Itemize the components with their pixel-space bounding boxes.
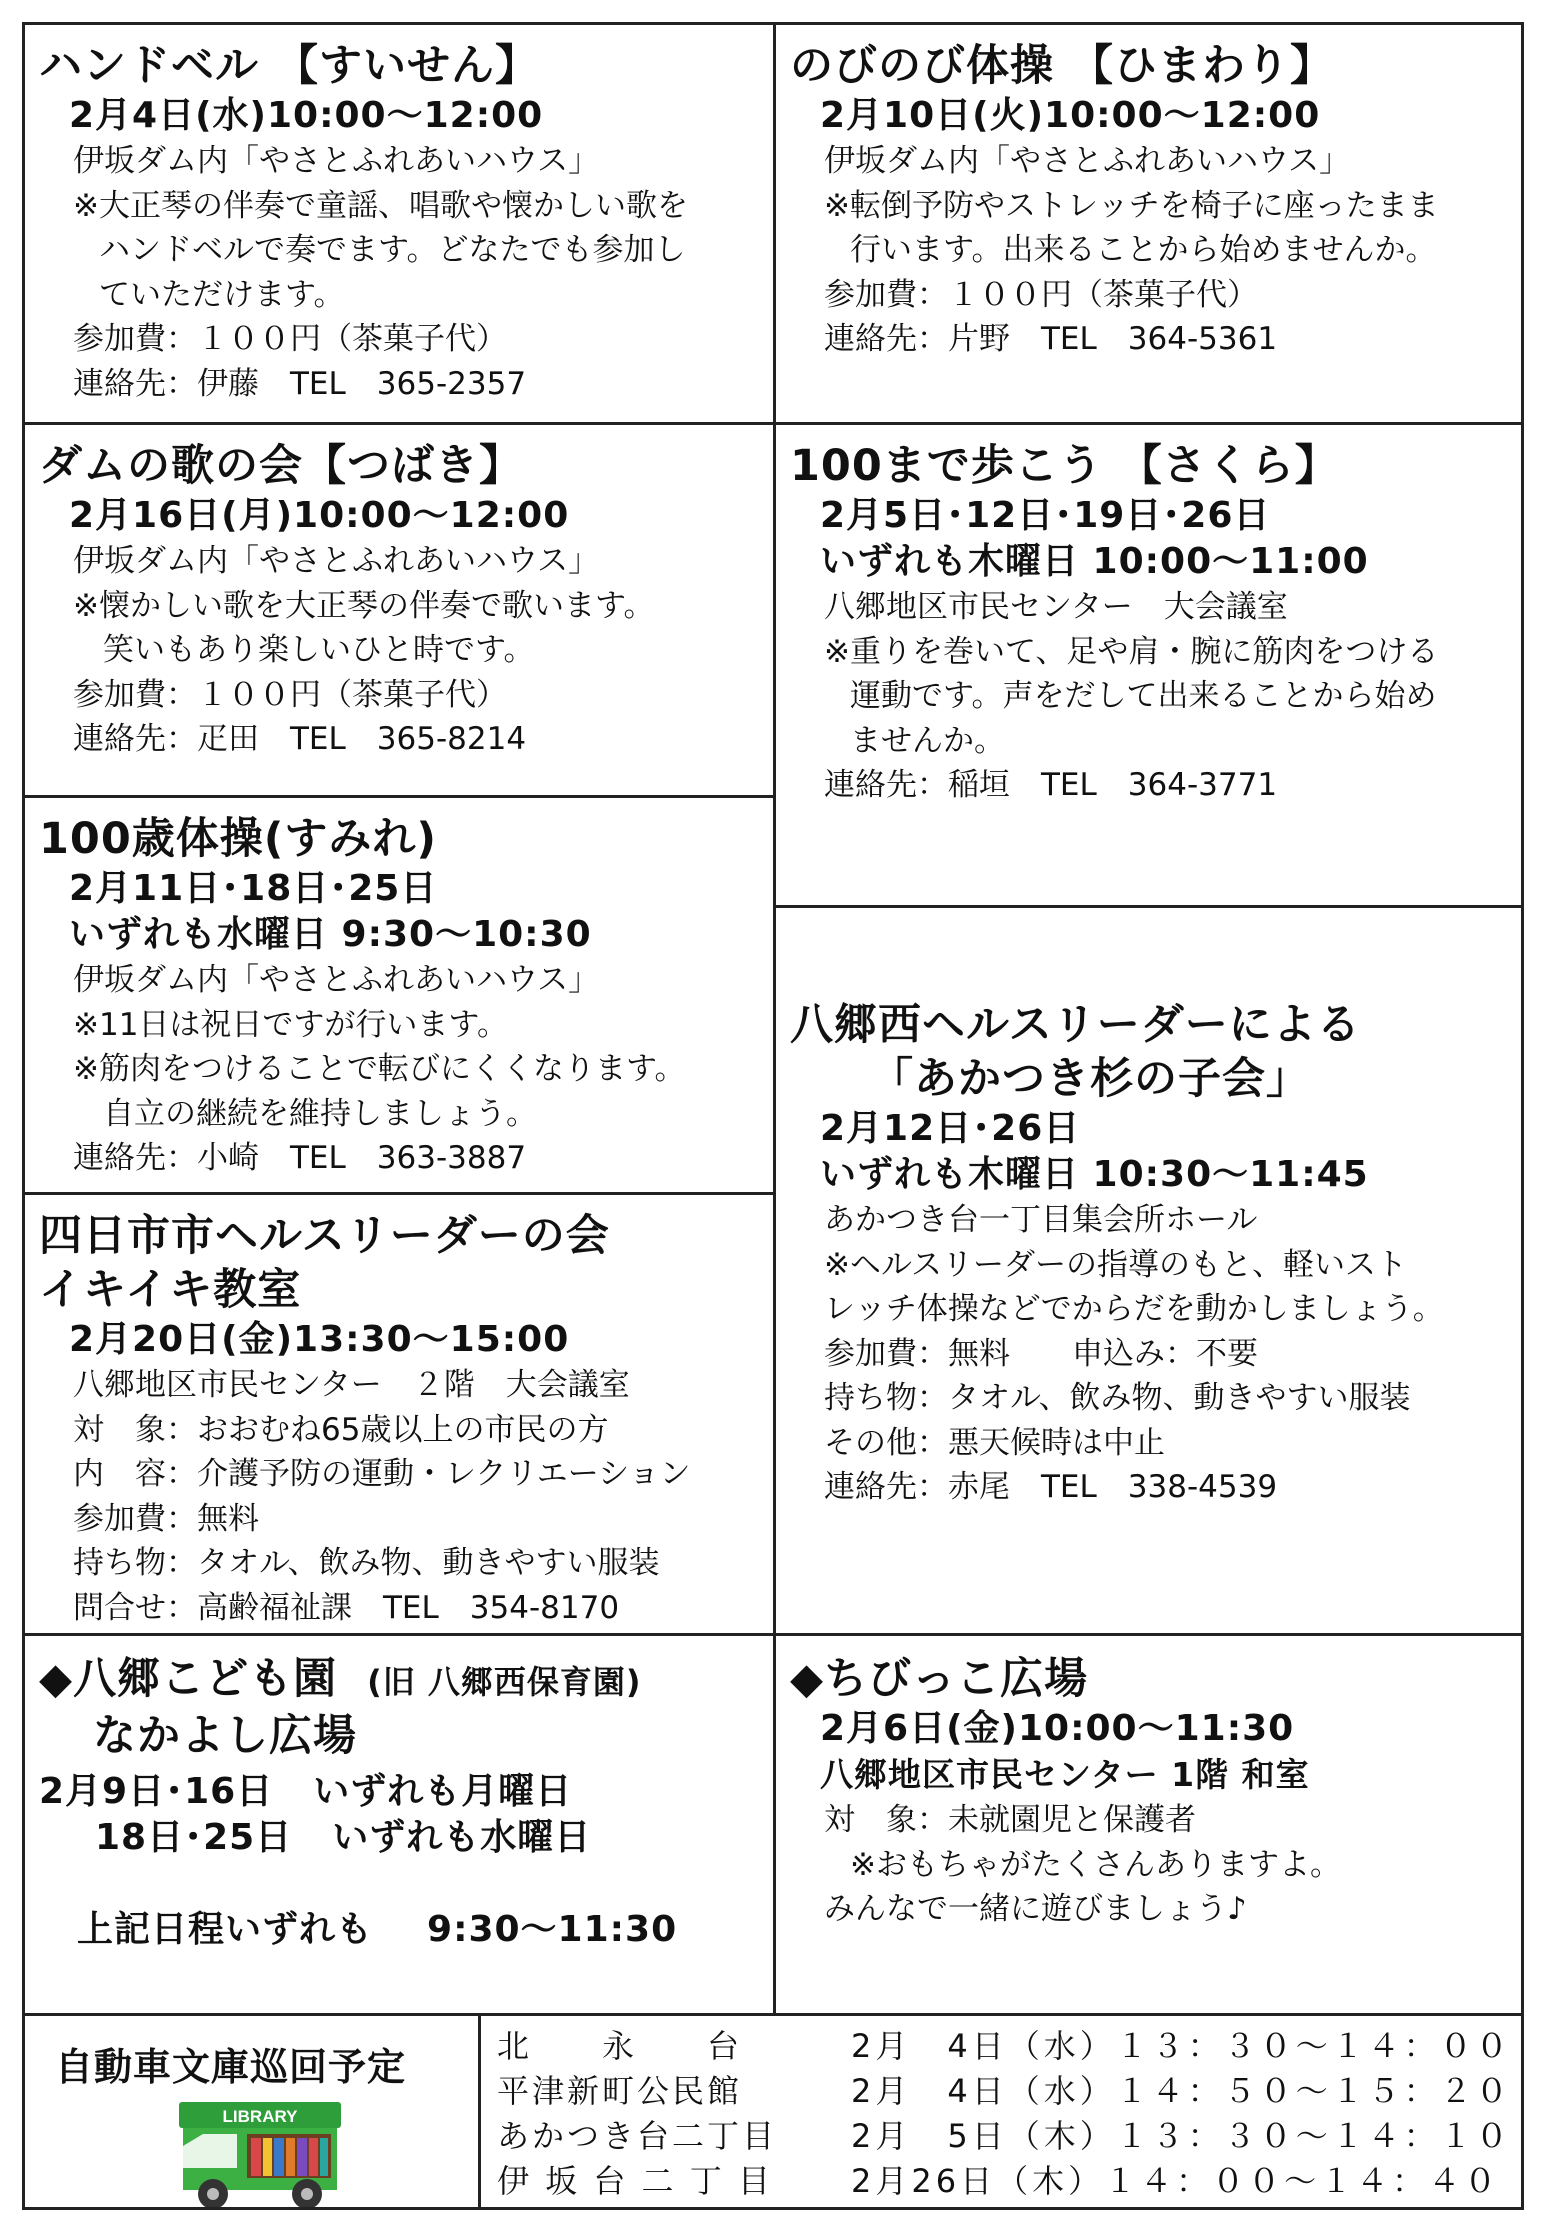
schedule-time: 2月 4日（水）１３：３０～１４：００ [851,2027,1512,2065]
akatsuki-fee: 参加費：無料 申込み：不要 [824,1335,1258,1372]
kodomoen-summary-time: 9:30～11:30 [427,1909,678,1950]
bookmobile-label: 自動車文庫巡回予定 [55,2045,407,2089]
walk100-note-line1: ※重りを巻いて、足や肩・腕に筋肉をつける [824,633,1439,670]
walk100-note-line3: ませんか。 [850,722,1005,759]
nobinobi-section [773,22,1524,425]
ikiiki-date: 2月20日(金)13:30～15:00 [69,1319,570,1360]
chibikko-note-line1: ※おもちゃがたくさんありますよ。 [850,1846,1341,1883]
schedule-row [481,2114,1524,2159]
akatsuki-weekday-time: いずれも木曜日 10:30～11:45 [820,1154,1369,1195]
akatsuki-other: その他：悪天候時は中止 [824,1424,1165,1461]
handbell-note-line3: ていただけます。 [99,276,345,313]
kodomoen-title-sub: (旧 八郷西保育園) [367,1663,642,1701]
schedule-place: 伊 坂 台 二 丁 目 [497,2162,773,2200]
exercise100-weekday-time: いずれも水曜日 9:30～10:30 [69,914,592,955]
ikiiki-place: 八郷地区市民センター ２階 大会議室 [73,1367,630,1403]
exercise100-dates: 2月11日･18日･25日 [69,868,438,909]
bookmobile-schedule [478,2016,1524,2207]
kodomoen-weekday2: いずれも水曜日 [332,1817,592,1858]
walk100-title: 100まで歩こう 【さくら】 [790,441,1339,491]
schedule-place: 北 永 台 [497,2027,743,2065]
dam-song-note-line1: ※懐かしい歌を大正琴の伴奏で歌います。 [73,587,655,624]
handbell-place: 伊坂ダム内「やさとふれあいハウス」 [73,143,600,179]
kodomoen-schedule-line1 [39,1769,757,1815]
chibikko-date: 2月6日(金)10:00～11:30 [820,1708,1295,1749]
exercise100-contact: 連絡先：小崎 TEL 363-3887 [73,1140,527,1176]
ikiiki-target: 対 象：おおむね65歳以上の市民の方 [73,1411,609,1448]
kodomoen-title-main: ◆八郷こども園 [39,1654,338,1704]
handbell-date: 2月4日(水)10:00～12:00 [69,95,544,136]
ikiiki-fee: 参加費：無料 [73,1500,259,1537]
walk100-weekday-time: いずれも木曜日 10:00～11:00 [820,541,1369,582]
akatsuki-contact: 連絡先：赤尾 TEL 338-4539 [824,1469,1278,1505]
nobinobi-title: のびのび体操 【ひまわり】 [790,41,1334,91]
nobinobi-fee: 参加費：１００円（茶菓子代） [824,276,1258,313]
ikiiki-items: 持ち物：タオル、飲み物、動きやすい服装 [73,1545,660,1581]
kodomoen-dates1: 2月9日･16日 [39,1771,274,1812]
schedule-time: 2月 5日（木）１３：３０～１４：１０ [851,2117,1512,2155]
schedule-place: 平津新町公民館 [497,2072,743,2110]
akatsuki-place: あかつき台一丁目集会所ホール [824,1202,1258,1238]
dam-song-place: 伊坂ダム内「やさとふれあいハウス」 [73,543,600,579]
schedule-time: 2月26日（木）１４：００～１４：４０ [851,2162,1501,2200]
kodomoen-title-line1 [39,1652,757,1709]
chibikko-target: 対 象：未就園児と保護者 [824,1802,1196,1838]
walk100-dates: 2月5日･12日･19日･26日 [820,495,1271,536]
walk100-contact: 連絡先：稲垣 TEL 364-3771 [824,767,1278,803]
bookmobile-section [22,2013,1524,2210]
walk100-section [773,422,1524,908]
handbell-contact: 連絡先：伊藤 TEL 365-2357 [73,365,527,402]
dam-song-title: ダムの歌の会【つばき】 [39,441,523,491]
library-bus-sign: LIBRARY [222,2107,298,2126]
exercise100-section [22,795,776,1195]
dam-song-section [22,422,776,798]
schedule-row [481,2159,1524,2204]
dam-song-note-line2: 笑いもあり楽しいひと時です。 [103,632,535,668]
dam-song-fee: 参加費：１００円（茶菓子代） [73,676,507,713]
akatsuki-note-line1: ※ヘルスリーダーの指導のもと、軽いスト [824,1246,1408,1283]
walk100-place: 八郷地区市民センター 大会議室 [824,589,1288,625]
chibikko-place: 八郷地区市民センター 1階 和室 [820,1755,1310,1794]
akatsuki-note-line2: レッチ体操などでからだを動かしましょう。 [824,1291,1444,1327]
nobinobi-note-line1: ※転倒予防やストレッチを椅子に座ったまま [824,187,1439,224]
handbell-section [22,22,776,425]
chibikko-note-line2: みんなで一緒に遊びましょう♪ [824,1891,1247,1927]
schedule-time: 2月 4日（水）１４：５０～１５：２０ [851,2072,1512,2110]
ikiiki-content: 内 容：介護予防の運動・レクリエーション [73,1456,691,1492]
ikiiki-title-line2: イキイキ教室 [39,1265,302,1315]
nobinobi-contact: 連絡先：片野 TEL 364-5361 [824,321,1278,357]
ikiiki-inquiry: 問合せ：高齢福祉課 TEL 354-8170 [73,1589,620,1626]
nobinobi-note-line2: 行います。出来ることから始めませんか。 [850,232,1437,268]
library-bus-icon [175,2094,345,2210]
kodomoen-section [22,1633,776,2016]
nobinobi-date: 2月10日(火)10:00～12:00 [820,95,1321,136]
schedule-place: あかつき台二丁目 [497,2117,778,2155]
akatsuki-dates: 2月12日･26日 [820,1108,1081,1149]
handbell-fee: 参加費：１００円（茶菓子代） [73,321,507,357]
ikiiki-section [22,1192,776,1636]
akatsuki-title-line1: 八郷西ヘルスリーダーによる [790,1000,1361,1050]
akatsuki-section [773,905,1524,1636]
dam-song-date: 2月16日(月)10:00～12:00 [69,495,570,536]
akatsuki-items: 持ち物：タオル、飲み物、動きやすい服装 [824,1380,1411,1416]
walk100-note-line2: 運動です。声をだして出来ることから始め [850,678,1437,714]
schedule-row [481,2069,1524,2114]
chibikko-section [773,1633,1524,2016]
kodomoen-summary-label: 上記日程いずれも [77,1909,374,1950]
newsletter-page [22,22,1524,2212]
kodomoen-title-line2: なかよし広場 [93,1711,357,1761]
kodomoen-summary [39,1907,757,1953]
exercise100-place: 伊坂ダム内「やさとふれあいハウス」 [73,962,600,998]
handbell-note-line2: ハンドベルで奏でます。どなたでも参加し [99,232,686,268]
dam-song-contact: 連絡先：疋田 TEL 365-8214 [73,721,527,757]
exercise100-note-line2: 自立の継続を維持しましょう。 [103,1095,537,1132]
handbell-note-line1: ※大正琴の伴奏で童謡、唱歌や懐かしい歌を [73,187,688,224]
ikiiki-title-line1: 四日市市ヘルスリーダーの会 [39,1211,610,1261]
kodomoen-schedule-line2 [39,1815,757,1861]
nobinobi-place: 伊坂ダム内「やさとふれあいハウス」 [824,143,1351,179]
schedule-row [481,2024,1524,2069]
exercise100-title: 100歳体操(すみれ) [39,814,438,864]
exercise100-note-line1: ※筋肉をつけることで転びにくくなります。 [73,1051,686,1087]
chibikko-title: ◆ちびっこ広場 [790,1654,1089,1704]
akatsuki-title-line2: 「あかつき杉の子会」 [870,1054,1310,1104]
exercise100-holiday-note: ※11日は祝日ですが行います。 [73,1006,508,1043]
handbell-title: ハンドベル 【すいせん】 [39,41,539,91]
kodomoen-weekday1: いずれも月曜日 [313,1771,573,1812]
kodomoen-dates2: 18日･25日 [95,1817,293,1858]
